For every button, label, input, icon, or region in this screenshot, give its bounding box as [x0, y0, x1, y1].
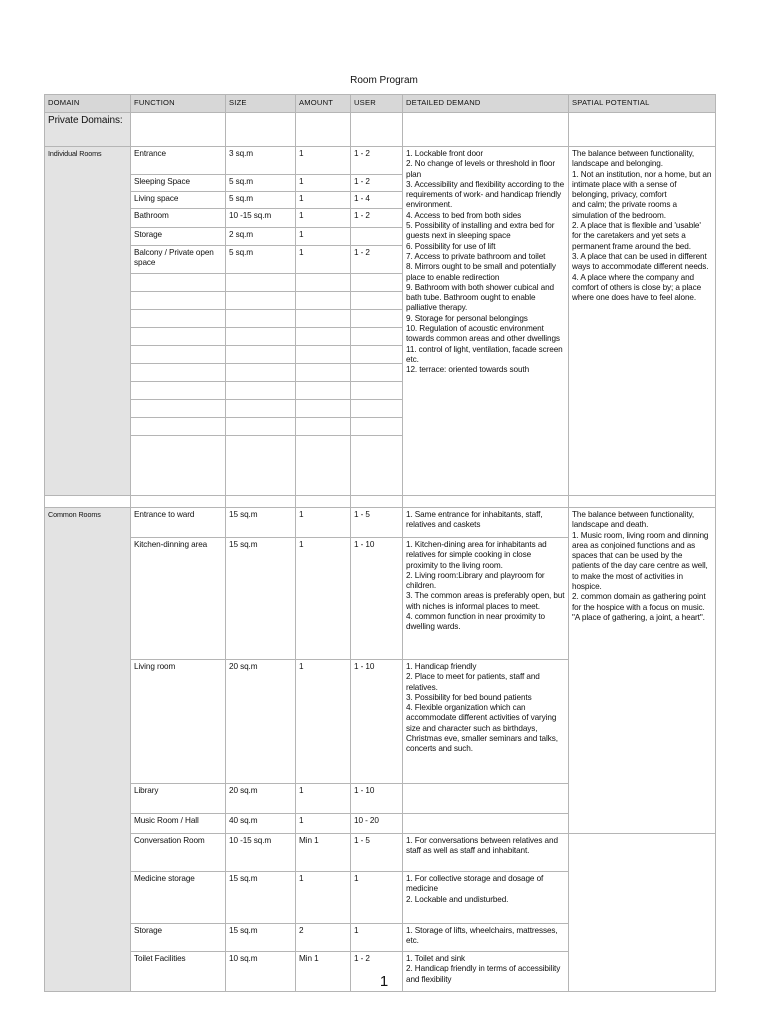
size-cell: 40 sq.m	[226, 814, 296, 834]
header-detailed-demand: DETAILED DEMAND	[403, 95, 569, 113]
spatial-line: The balance between functionality, landscape and death.	[572, 510, 695, 530]
user-cell: 1 - 2	[351, 175, 403, 192]
demand-line: 4. Access to bed from both sides	[406, 210, 522, 220]
private-domains-label: Private Domains:	[45, 113, 131, 147]
size-cell: 5 sq.m	[226, 246, 296, 274]
user-cell: 1 - 2	[351, 246, 403, 274]
demand-line: 2. Lockable and undisturbed.	[406, 894, 509, 904]
size-cell: 10 -15 sq.m	[226, 834, 296, 872]
amount-cell: 1	[296, 508, 351, 538]
amount-cell: 1	[296, 209, 351, 228]
domain-individual-rooms: Individual Rooms	[45, 147, 131, 496]
amount-cell: 1	[296, 246, 351, 274]
table-row	[45, 834, 716, 872]
demand-line: 1. For collective storage and dosage of medicine	[406, 874, 544, 894]
common-spatial-cell	[569, 508, 716, 834]
demand-line: 11. control of light, ventilation, facade screen etc.	[406, 344, 563, 364]
header-domain: DOMAIN	[45, 95, 131, 113]
demand-line: 3. Accessibility and flexibility according to the requirements of work- and handicap friendly environment.	[406, 179, 565, 210]
user-cell: 1 - 10	[351, 660, 403, 784]
domain-common-rooms: Common Rooms	[45, 508, 131, 992]
user-cell: 1 - 10	[351, 784, 403, 814]
amount-cell: Min 1	[296, 952, 351, 992]
size-cell: 5 sq.m	[226, 192, 296, 209]
spatial-line: and calm; the private rooms a simulation of the bedroom.	[572, 200, 677, 220]
size-cell: 15 sq.m	[226, 508, 296, 538]
demand-line: 1. Kitchen-dining area for inhabitants ad relatives for simple cooking in close proximity to the living room.	[406, 540, 547, 570]
spatial-line: The balance between functionality, landscape and belonging.	[572, 149, 695, 169]
demand-line: 2. No change of levels or threshold in floor plan	[406, 159, 555, 179]
demand-line: 3. The common areas is preferably open, but with niches is informal places to meet.	[406, 591, 565, 611]
demand-line: 9. Storage for personal belongings	[406, 313, 528, 323]
demand-cell	[403, 538, 569, 660]
size-cell: 20 sq.m	[226, 784, 296, 814]
spatial-line: 1. Music room, living room and dinning area as conjoined functions and as spaces that can be used by the patients of the day care centre as well, to make the most of activities in hospice.	[572, 530, 709, 592]
function-cell: Bathroom	[131, 209, 226, 228]
header-spatial-potential: SPATIAL POTENTIAL	[569, 95, 716, 113]
user-cell: 1 - 2	[351, 209, 403, 228]
page-number: 1	[379, 973, 389, 990]
demand-cell	[403, 834, 569, 872]
size-cell: 15 sq.m	[226, 872, 296, 924]
user-cell: 1 - 2	[351, 147, 403, 175]
user-cell: 1 - 10	[351, 538, 403, 660]
user-cell: 1	[351, 872, 403, 924]
demand-line: 1. Toilet and sink	[406, 954, 466, 963]
amount-cell: 1	[296, 192, 351, 209]
document-title: Room Program	[350, 75, 418, 86]
demand-line: 2. Place to meet for patients, staff and relatives.	[406, 672, 540, 692]
function-cell: Entrance	[131, 147, 226, 175]
amount-cell: Min 1	[296, 834, 351, 872]
demand-cell	[403, 814, 569, 834]
demand-line: 2. Living room:Library and playroom for children.	[406, 570, 545, 591]
user-cell: 1	[351, 924, 403, 952]
table-row	[45, 508, 716, 538]
function-cell: Entrance to ward	[131, 508, 226, 538]
demand-cell	[403, 872, 569, 924]
function-cell: Kitchen-dinning area	[131, 538, 226, 660]
empty-spatial-cell	[569, 834, 716, 992]
amount-cell: 1	[296, 228, 351, 246]
function-cell: Balcony / Private open space	[131, 246, 226, 274]
amount-cell: 1	[296, 784, 351, 814]
function-cell: Medicine storage	[131, 872, 226, 924]
function-cell: Library	[131, 784, 226, 814]
size-cell: 15 sq.m	[226, 538, 296, 660]
table-row	[45, 147, 716, 175]
header-row	[45, 95, 716, 113]
demand-line: 9. Bathroom with both shower cubical and bath tube. Bathroom ought to enable palliative therapy.	[406, 282, 555, 313]
function-cell: Sleeping Space	[131, 175, 226, 192]
user-cell: 1 - 5	[351, 834, 403, 872]
header-user: USER	[351, 95, 403, 113]
demand-line: 2. Handicap friendly in terms of accessibility and flexibility	[406, 964, 561, 984]
function-cell: Storage	[131, 924, 226, 952]
spatial-line: 2. A place that is flexible and 'usable' for the caretakers and yet sets a permanent frame around the bed.	[572, 221, 701, 251]
demand-line: 4. common function in near proximity to dwelling wards.	[406, 612, 545, 632]
header-size: SIZE	[226, 95, 296, 113]
user-cell: 1 - 5	[351, 508, 403, 538]
user-cell: 10 - 20	[351, 814, 403, 834]
demand-line: 1. Storage of lifts, wheelchairs, mattresses, etc.	[406, 926, 558, 946]
spatial-line: 3. A place that can be used in different ways to accommodate different needs.	[572, 251, 709, 272]
size-cell: 5 sq.m	[226, 175, 296, 192]
demand-line: 12. terrace: oriented towards south	[406, 365, 530, 375]
amount-cell: 1	[296, 872, 351, 924]
demand-cell	[403, 508, 569, 538]
demand-line: 1. Handicap friendly	[406, 662, 477, 671]
user-cell: 1 - 4	[351, 192, 403, 209]
demand-cell	[403, 784, 569, 814]
user-cell	[351, 228, 403, 246]
amount-cell: 1	[296, 147, 351, 175]
demand-line: 4. Flexible organization which can accommodate different activities of varying size and character such as birthdays, Christmas eve, smaller seminars and talks, concerts and such.	[406, 703, 558, 754]
function-cell: Conversation Room	[131, 834, 226, 872]
demand-line: 1. For conversations between relatives and staff as well as staff and inhabitant.	[406, 836, 558, 856]
amount-cell: 1	[296, 175, 351, 192]
demand-line: 5. Possibility of installing and extra bed for guests next in sleeping space	[406, 221, 555, 241]
spatial-line: 4. A place where the company and comfort of others is close by; a place where one does have to feel alone.	[572, 272, 702, 303]
spatial-line: 2. common domain as gathering point for the hospice with a focus on music.	[572, 592, 706, 612]
size-cell: 15 sq.m	[226, 924, 296, 952]
amount-cell: 1	[296, 660, 351, 784]
demand-line: 6. Possibility for use of lift	[406, 241, 496, 251]
amount-cell: 1	[296, 538, 351, 660]
demand-line: 1. Lockable front door	[406, 149, 483, 158]
private-domains-row	[45, 113, 716, 147]
amount-cell: 1	[296, 814, 351, 834]
function-cell: Living space	[131, 192, 226, 209]
spatial-line: "A place of gathering, a joint, a heart".	[572, 612, 705, 622]
size-cell: 2 sq.m	[226, 228, 296, 246]
amount-cell: 2	[296, 924, 351, 952]
demand-cell	[403, 660, 569, 784]
size-cell: 20 sq.m	[226, 660, 296, 784]
room-program-table	[44, 94, 716, 992]
function-cell: Storage	[131, 228, 226, 246]
demand-line: 10. Regulation of acoustic environment towards common areas and other dwellings	[406, 324, 560, 344]
header-amount: AMOUNT	[296, 95, 351, 113]
demand-line: 8. Mirrors ought to be small and potentially place to enable redirection	[406, 262, 556, 282]
size-cell: 10 -15 sq.m	[226, 209, 296, 228]
size-cell: 3 sq.m	[226, 147, 296, 175]
demand-line: 3. Possibility for bed bound patients	[406, 692, 532, 702]
individual-spatial-cell	[569, 147, 716, 496]
separator-row	[45, 496, 716, 508]
spatial-line: 1. Not an institution, nor a home, but an intimate place with a sense of belonging, privacy, comfort	[572, 169, 712, 200]
header-function: FUNCTION	[131, 95, 226, 113]
user-cell: 1 - 2	[351, 952, 403, 992]
function-cell: Living room	[131, 660, 226, 784]
demand-line: 1. Same entrance for inhabitants, staff, relatives and caskets	[406, 510, 543, 530]
demand-cell	[403, 924, 569, 952]
demand-line: 7. Access to private bathroom and toilet	[406, 251, 546, 261]
function-cell: Music Room / Hall	[131, 814, 226, 834]
size-cell: 10 sq.m	[226, 952, 296, 992]
individual-demand-cell	[403, 147, 569, 496]
function-cell: Toilet Facilities	[131, 952, 226, 992]
